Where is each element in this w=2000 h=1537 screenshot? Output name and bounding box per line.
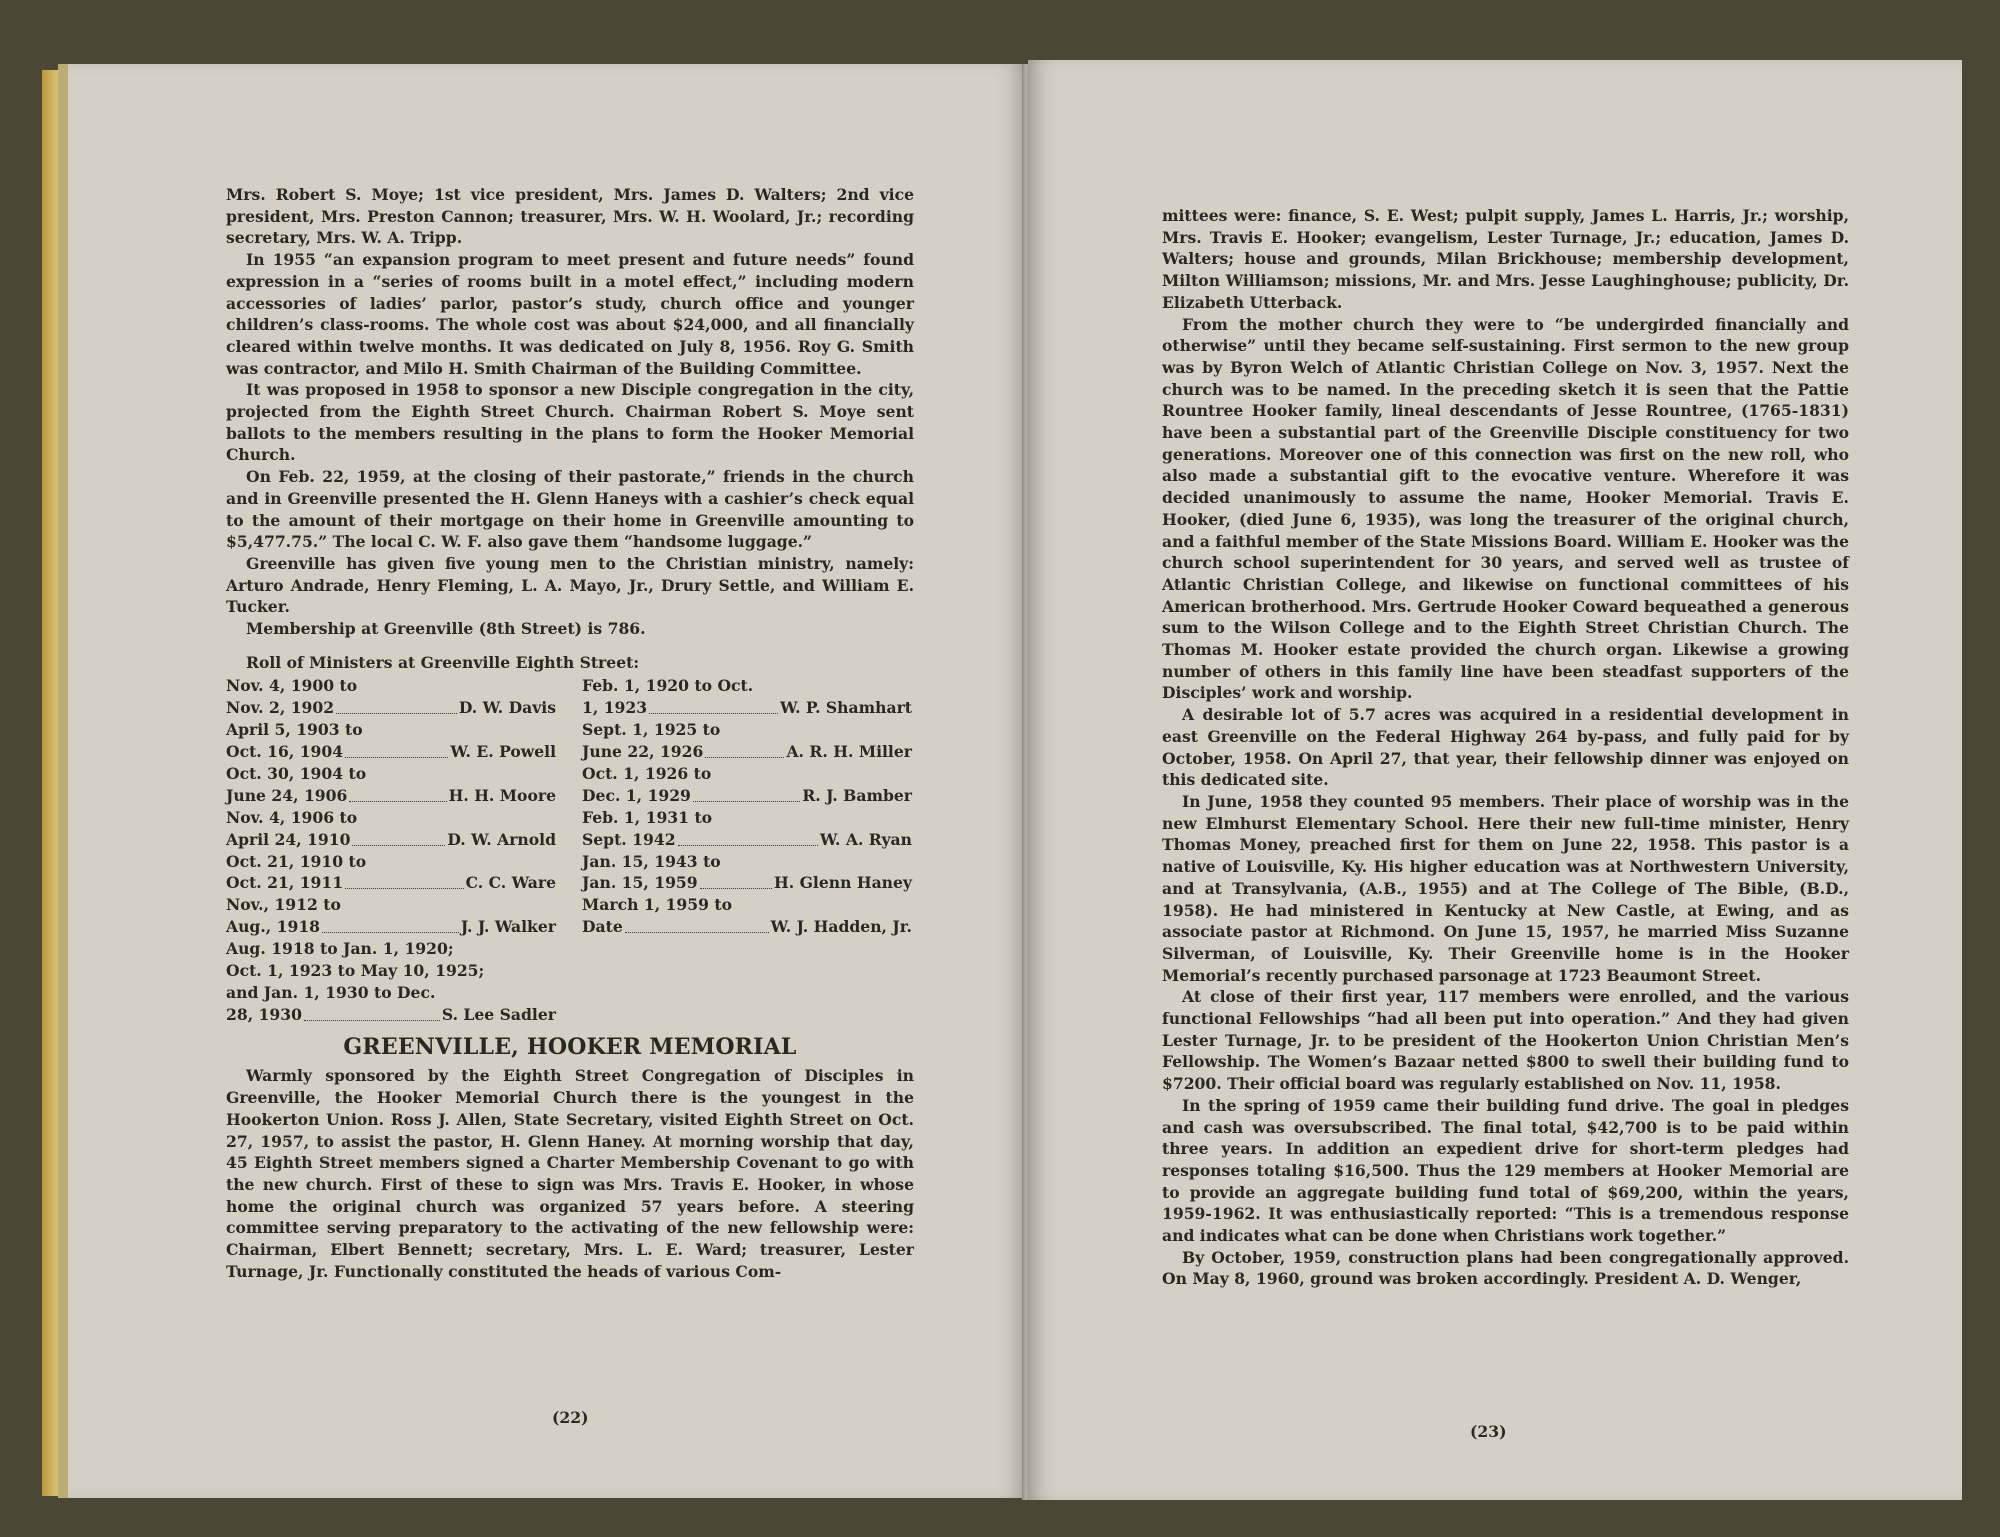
roll-line: [582, 829, 912, 851]
dot-leader: [336, 697, 457, 714]
membership-line: Membership at Greenville (8th Street) is 786.: [246, 619, 646, 639]
paragraph: On Feb. 22, 1959, at the closing of their pastorate,” friends in the church and in Greenville presented the H. Glenn Haneys with a cashier’s check equal to the amount of their mortgage on their home in Greenville amounting to $5,477.75.” The local C. W. F. also gave them “handsome luggage.”: [226, 467, 914, 552]
roll-date: Feb. 1, 1931 to: [582, 807, 713, 827]
roll-column-1: [226, 675, 556, 1025]
roll-date: Aug., 1918: [226, 917, 321, 937]
left-column: [226, 184, 914, 1283]
roll-date: Nov., 1912 to: [226, 895, 341, 915]
page-number: (22): [552, 1408, 589, 1427]
roll-date: Aug. 1918 to Jan. 1, 1920;: [226, 939, 454, 959]
roll-date: Nov. 4, 1900 to: [226, 676, 358, 696]
roll-line: [226, 763, 556, 785]
dot-leader: [345, 741, 448, 758]
roll-line: [582, 872, 912, 894]
dot-leader: [352, 829, 445, 846]
paragraph: Greenville has given five young men to the Christian ministry, namely: Arturo Andrade, Henry Fleming, L. A. Mayo, Jr., Drury Settle, and William E. Tucker.: [226, 553, 914, 617]
dot-leader: [349, 785, 446, 802]
roll-date: Jan. 15, 1959: [582, 873, 698, 893]
right-page: [1028, 60, 1962, 1500]
roll-date: and Jan. 1, 1930 to Dec.: [226, 982, 436, 1002]
minister-name: W. A. Ryan: [819, 829, 912, 849]
dot-leader: [649, 697, 778, 714]
roll-date: 1, 1923: [582, 698, 648, 718]
paragraph: mittees were: finance, S. E. West; pulpit supply, James L. Harris, Jr.; worship, Mrs. Travis E. Hooker; evangelism, Lester Turnage, Jr.; education, James D. Walters; house and grounds, Milan Brickhouse; membership development, Milton Williamson; missions, Mr. and Mrs. Jesse Laughinghouse; publicity, Dr. Elizabeth Utterback.: [1162, 206, 1849, 312]
dot-leader: [705, 741, 784, 758]
roll-line: [226, 982, 556, 1004]
roll-date: Sept. 1, 1925 to: [582, 720, 721, 740]
minister-name: W. J. Hadden, Jr.: [770, 917, 912, 937]
roll-line: [582, 894, 912, 916]
minister-name: H. H. Moore: [448, 785, 556, 805]
roll-column-2: [582, 675, 912, 938]
roll-line: [226, 1004, 556, 1026]
roll-line: [226, 894, 556, 916]
roll-line: [226, 960, 556, 982]
roll-line: [582, 741, 912, 763]
page-number: (23): [1470, 1422, 1507, 1441]
roll-line: [226, 916, 556, 938]
paragraph: A desirable lot of 5.7 acres was acquired in a residential development in east Greenville on the Federal Highway 264 by-pass, and fully paid for by October, 1958. On April 27, that year, their fellowship dinner was enjoyed on this dedicated site.: [1162, 705, 1849, 790]
dot-leader: [700, 872, 772, 889]
minister-name: W. P. Shamhart: [779, 698, 912, 718]
roll-line: [582, 675, 912, 697]
paragraph: It was proposed in 1958 to sponsor a new Disciple congregation in the city, projected from the Eighth Street Church. Chairman Robert S. Moye sent ballots to the members resulting in the plans to form the Hooker Memorial Church.: [226, 380, 914, 465]
minister-name: C. C. Ware: [465, 873, 556, 893]
paragraph: In June, 1958 they counted 95 members. Their place of worship was in the new Elmhurst Elementary School. Here their new full-time minister, Henry Thomas Money, preached first for them on June 22, 1958. This pastor is a native of Louisville, Ky. His higher education was at Northwestern University, and at Transylvania, (A.B., 1955) and at The College of The Bible, (B.D., 1958). He had ministered in Kentucky at New Castle, at Ewing, and as associate pastor at Richmond. On June 15, 1957, he married Miss Suzanne Silverman, of Louisville, Ky. Their Greenville home is in the Hooker Memorial’s recently purchased parsonage at 1723 Beaumont Street.: [1162, 791, 1849, 985]
roll-line: [582, 807, 912, 829]
paragraph: From the mother church they were to “be undergirded financially and otherwise” until they became self-sustaining. First sermon to the new group was by Byron Welch of Atlantic Christian College on Nov. 3, 1957. Next the church was to be named. In the preceding sketch it is seen that the Pattie Rountree Hooker family, lineal descendants of Jesse Rountree, (1765-1831) have been a substantial part of the Greenville Disciple constituency for two generations. Moreover one of this connection was first on the new roll, who also made a substantial gift to the evocative venture. Wherefore it was decided unanimously to assume the name, Hooker Memorial. Travis E. Hooker, (died June 6, 1935), was long the treasurer of the original church, and a faithful member of the State Missions Board. William E. Hooker was the church school superintendent for 30 years, and served well as trustee of Atlantic Christian College, and likewise on functional committees of his American brotherhood. Mrs. Gertrude Hooker Coward bequeathed a generous sum to the Wilson College and to the Eighth Street Christian Church. The Thomas M. Hooker estate provided the church organ. Likewise a growing number of others in this family line have been steadfast supporters of the Disciples’ work and worship.: [1162, 314, 1850, 703]
roll-date: Nov. 4, 1906 to: [226, 807, 358, 827]
roll-line: [582, 697, 912, 719]
roll-line: [226, 675, 556, 697]
paragraph: In the spring of 1959 came their building fund drive. The goal in pledges and cash was oversubscribed. The final total, $42,700 is to be paid within three years. In addition an expedient drive for short-term pledges had responses totaling $16,500. Thus the 129 members at Hooker Memorial are to provide an aggregate building fund total of $69,200, within the years, 1959-1962. It was enthusiastically reported: “This is a tremendous response and indicates what can be done when Christians work together.”: [1162, 1095, 1849, 1246]
minister-name: J. J. Walker: [460, 917, 556, 937]
paragraph: By October, 1959, construction plans had been congregationally approved. On May 8, 1960, ground was broken accordingly. President A. D. Wenger,: [1162, 1247, 1849, 1289]
roll-line: [582, 916, 912, 938]
roll-heading: Roll of Ministers at Greenville Eighth Street:: [246, 652, 640, 672]
roll-line: [226, 829, 556, 851]
paragraph: At close of their first year, 117 members were enrolled, and the various functional Fellowships “had all been put into operation.” And they had given Lester Turnage, Jr. to be president of the Hookerton Union Christian Men’s Fellowship. The Women’s Bazaar netted $800 to swell their building fund to $7200. Their official board was regularly established on Nov. 11, 1958.: [1162, 987, 1849, 1094]
roll-line: [226, 697, 556, 719]
minister-name: H. Glenn Haney: [773, 873, 912, 893]
roll-line: [226, 938, 556, 960]
roll-date: Oct. 1, 1923 to May 10, 1925;: [226, 961, 485, 981]
minister-name: D. W. Arnold: [447, 829, 556, 849]
roll-date: Feb. 1, 1920 to Oct.: [582, 676, 754, 696]
minister-name: S. Lee Sadler: [441, 1004, 556, 1024]
roll-line: [582, 851, 912, 873]
dot-leader: [345, 872, 464, 889]
paragraph: In 1955 “an expansion program to meet present and future needs” found expression in a “series of rooms built in a motel effect,” including modern accessories of ladies’ parlor, pastor’s study, church office and younger children’s class-rooms. The whole cost was about $24,000, and all financially cleared within twelve months. It was dedicated on July 8, 1956. Roy G. Smith was contractor, and Milo H. Smith Chairman of the Building Committee.: [226, 250, 914, 378]
dot-leader: [678, 829, 818, 846]
roll-date: April 24, 1910: [226, 829, 351, 849]
roll-date: Oct. 16, 1904: [226, 742, 344, 762]
roll-date: Oct. 30, 1904 to: [226, 764, 367, 784]
right-column: [1162, 205, 1849, 1290]
roll-date: Nov. 2, 1902: [226, 698, 335, 718]
roll-date: June 24, 1906: [226, 785, 348, 805]
roll-date: Jan. 15, 1943 to: [582, 851, 721, 871]
roll-line: [226, 872, 556, 894]
paragraph: Mrs. Robert S. Moye; 1st vice president, Mrs. James D. Walters; 2nd vice president, Mrs. Preston Cannon; treasurer, Mrs. W. H. Woolard, Jr.; recording secretary, Mrs. W. A. Tripp.: [226, 185, 914, 248]
roll-line: [226, 785, 556, 807]
roll-line: [582, 785, 912, 807]
roll-date: Oct. 21, 1911: [226, 873, 344, 893]
roll-date: Date: [582, 917, 623, 937]
roll-date: Sept. 1942: [582, 829, 676, 849]
dot-leader: [304, 1004, 440, 1021]
minister-name: D. W. Davis: [458, 698, 556, 718]
ministers-roll: [226, 675, 914, 1022]
roll-line: [226, 807, 556, 829]
left-page: [58, 64, 1026, 1498]
minister-name: A. R. H. Miller: [786, 742, 912, 762]
roll-line: [226, 851, 556, 873]
dot-leader: [625, 916, 769, 933]
roll-line: [226, 719, 556, 741]
roll-date: April 5, 1903 to: [226, 720, 363, 740]
minister-name: W. E. Powell: [450, 742, 556, 762]
roll-date: June 22, 1926: [582, 742, 704, 762]
section-heading: GREENVILLE, HOOKER MEMORIAL: [343, 1034, 797, 1061]
roll-line: [582, 719, 912, 741]
paragraph: Warmly sponsored by the Eighth Street Congregation of Disciples in Greenville, the Hooker Memorial Church there is the youngest in the Hookerton Union. Ross J. Allen, State Secretary, visited Eighth Street on Oct. 27, 1957, to assist the pastor, H. Glenn Haney. At morning worship that day, 45 Eighth Street members signed a Charter Membership Covenant to go with the new church. First of these to sign was Mrs. Travis E. Hooker, in whose home the original church was organized 57 years before. A steering committee serving preparatory to the activating of the new fellowship were: Chairman, Elbert Bennett; secretary, Mrs. L. E. Ward; treasurer, Lester Turnage, Jr. Functionally constituted the heads of various Com-: [226, 1066, 914, 1281]
roll-date: March 1, 1959 to: [582, 895, 732, 915]
roll-date: Oct. 1, 1926 to: [582, 764, 712, 784]
roll-line: [226, 741, 556, 763]
dot-leader: [693, 785, 800, 802]
minister-name: R. J. Bamber: [802, 785, 912, 805]
book-edge: [42, 70, 58, 1496]
roll-date: 28, 1930: [226, 1004, 302, 1024]
dot-leader: [322, 916, 459, 933]
roll-date: Dec. 1, 1929: [582, 785, 691, 805]
roll-line: [582, 763, 912, 785]
roll-date: Oct. 21, 1910 to: [226, 851, 367, 871]
